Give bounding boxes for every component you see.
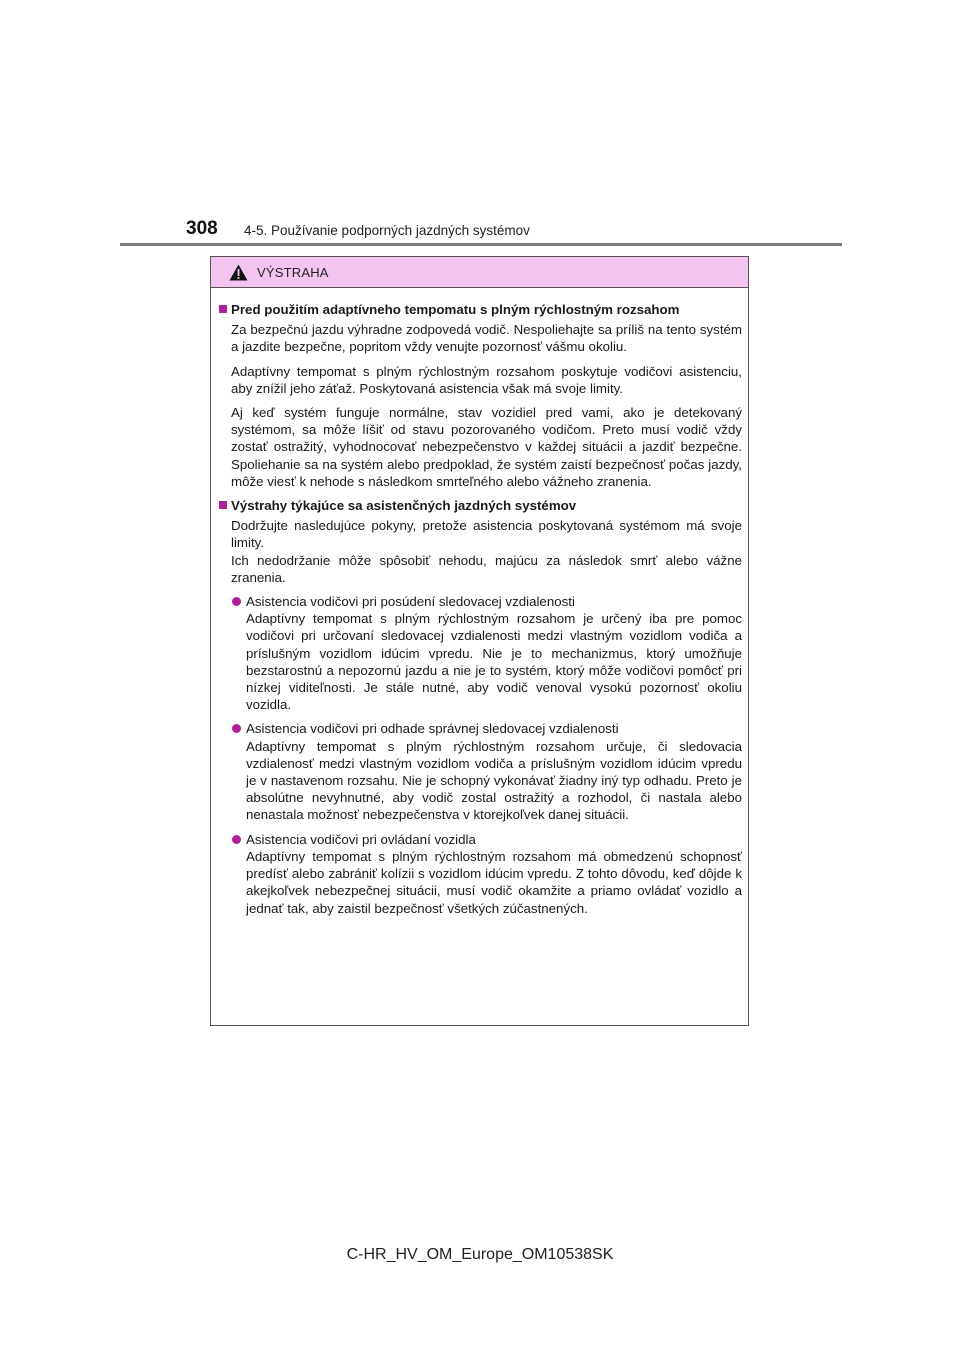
list-item-title: Asistencia vodičovi pri posúdení sledovacej vzdialenosti — [246, 594, 575, 610]
list-item — [231, 593, 742, 713]
list-item-text: Adaptívny tempomat s plným rýchlostným rozsahom určuje, či sledovacia vzdialenosť medzi vlastným vozidlom vodiča a príslušným vozidlom idúcim vpredu je v nastavenom rozsahu. Nie je schopný vykonávať žiadny iný typ odhadu. Preto je absolútne nevyhnutné, aby vodič zostal ostražitý a rozhodol, či nastala alebo nenastala možnosť nebezpečenstva v ktorejkoľvek danej situácii. — [246, 738, 742, 823]
list-item-body — [246, 593, 742, 713]
section-heading — [218, 497, 742, 514]
list-item-body — [246, 720, 742, 823]
footer-document-code: C-HR_HV_OM_Europe_OM10538SK — [346, 1246, 614, 1263]
header-rule — [120, 243, 842, 246]
list-item — [231, 831, 742, 917]
list-item-text: Adaptívny tempomat s plným rýchlostným rozsahom má obmedzenú schopnosť predísť alebo zabrániť kolízii s vozidlom idúcim vpredu. Z tohto dôvodu, keď dôjde k akejkoľvek nebezpečnej situácii, musí vodič okamžite a priamo ovládať vozidlo a jednať tak, aby zaistil bezpečnosť všetkých zúčastnených. — [246, 848, 742, 916]
list-item-title: Asistencia vodičovi pri ovládaní vozidla — [246, 831, 476, 847]
warning-triangle-icon — [229, 264, 248, 281]
section-title: 4-5. Používanie podporných jazdných systémov — [244, 223, 530, 238]
page-number: 308 — [186, 218, 218, 239]
warning-box — [210, 256, 749, 1026]
warning-header — [211, 257, 748, 288]
section-heading — [218, 301, 742, 318]
paragraph: Aj keď systém funguje normálne, stav vozidiel pred vami, ako je detekovaný systémom, sa môže líšiť od stavu pozorovaného vodičom. Preto musí vodič vždy zostať ostražitý, vyhodnocovať nebezpečenstvo v každej situácii a jazdiť bezpečne. Spoliehanie sa na systém alebo predpoklad, že systém zaistí bezpečnosť počas jazdy, môže viesť k nehode s následkom smrteľného alebo vážneho zranenia. — [231, 405, 742, 489]
list-item — [231, 720, 742, 823]
section-heading-text: Výstrahy týkajúce sa asistenčných jazdných systémov — [231, 498, 577, 514]
round-bullet-icon — [232, 724, 241, 733]
paragraph: Adaptívny tempomat s plným rýchlostným rozsahom poskytuje vodičovi asistenciu, aby znížil jeho záťaž. Poskytovaná asistencia však má svoje limity. — [231, 363, 742, 396]
paragraph: Ich nedodržanie môže spôsobiť nehodu, majúcu za následok smrť alebo vážne zranenia. — [231, 552, 742, 585]
warning-title: VÝSTRAHA — [257, 264, 329, 280]
warning-content — [211, 288, 748, 917]
round-bullet-icon — [232, 597, 241, 606]
square-bullet-icon — [219, 501, 227, 509]
section-heading-text: Pred použitím adaptívneho tempomatu s plným rýchlostným rozsahom — [231, 302, 680, 317]
list-item-body — [246, 831, 742, 917]
list-item-title: Asistencia vodičovi pri odhade správnej sledovacej vzdialenosti — [246, 721, 619, 737]
list-item-text: Adaptívny tempomat s plným rýchlostným rozsahom je určený iba pre pomoc vodičovi pri určovaní sledovacej vzdialenosti medzi vlastným vozidlom vodiča a príslušným vozidlom idúcim vpredu. Nie je to mechanizmus, ktorý umožňuje bezstarostnú a nepozornú jazdu a nie je to systém, ktorý môže vodičovi pomôcť pri nízkej viditeľnosti. Je stále nutné, aby vodič venoval vysokú pozornosť okoliu vozidla. — [246, 611, 742, 713]
round-bullet-icon — [232, 835, 241, 844]
paragraph: Dodržujte nasledujúce pokyny, pretože asistencia poskytovaná systémom má svoje limity. — [231, 518, 742, 551]
paragraph: Za bezpečnú jazdu výhradne zodpovedá vodič. Nespoliehajte sa príliš na tento systém a jazdite bezpečne, popritom vždy venujte pozornosť vášmu okoliu. — [231, 322, 742, 355]
square-bullet-icon — [219, 305, 227, 313]
